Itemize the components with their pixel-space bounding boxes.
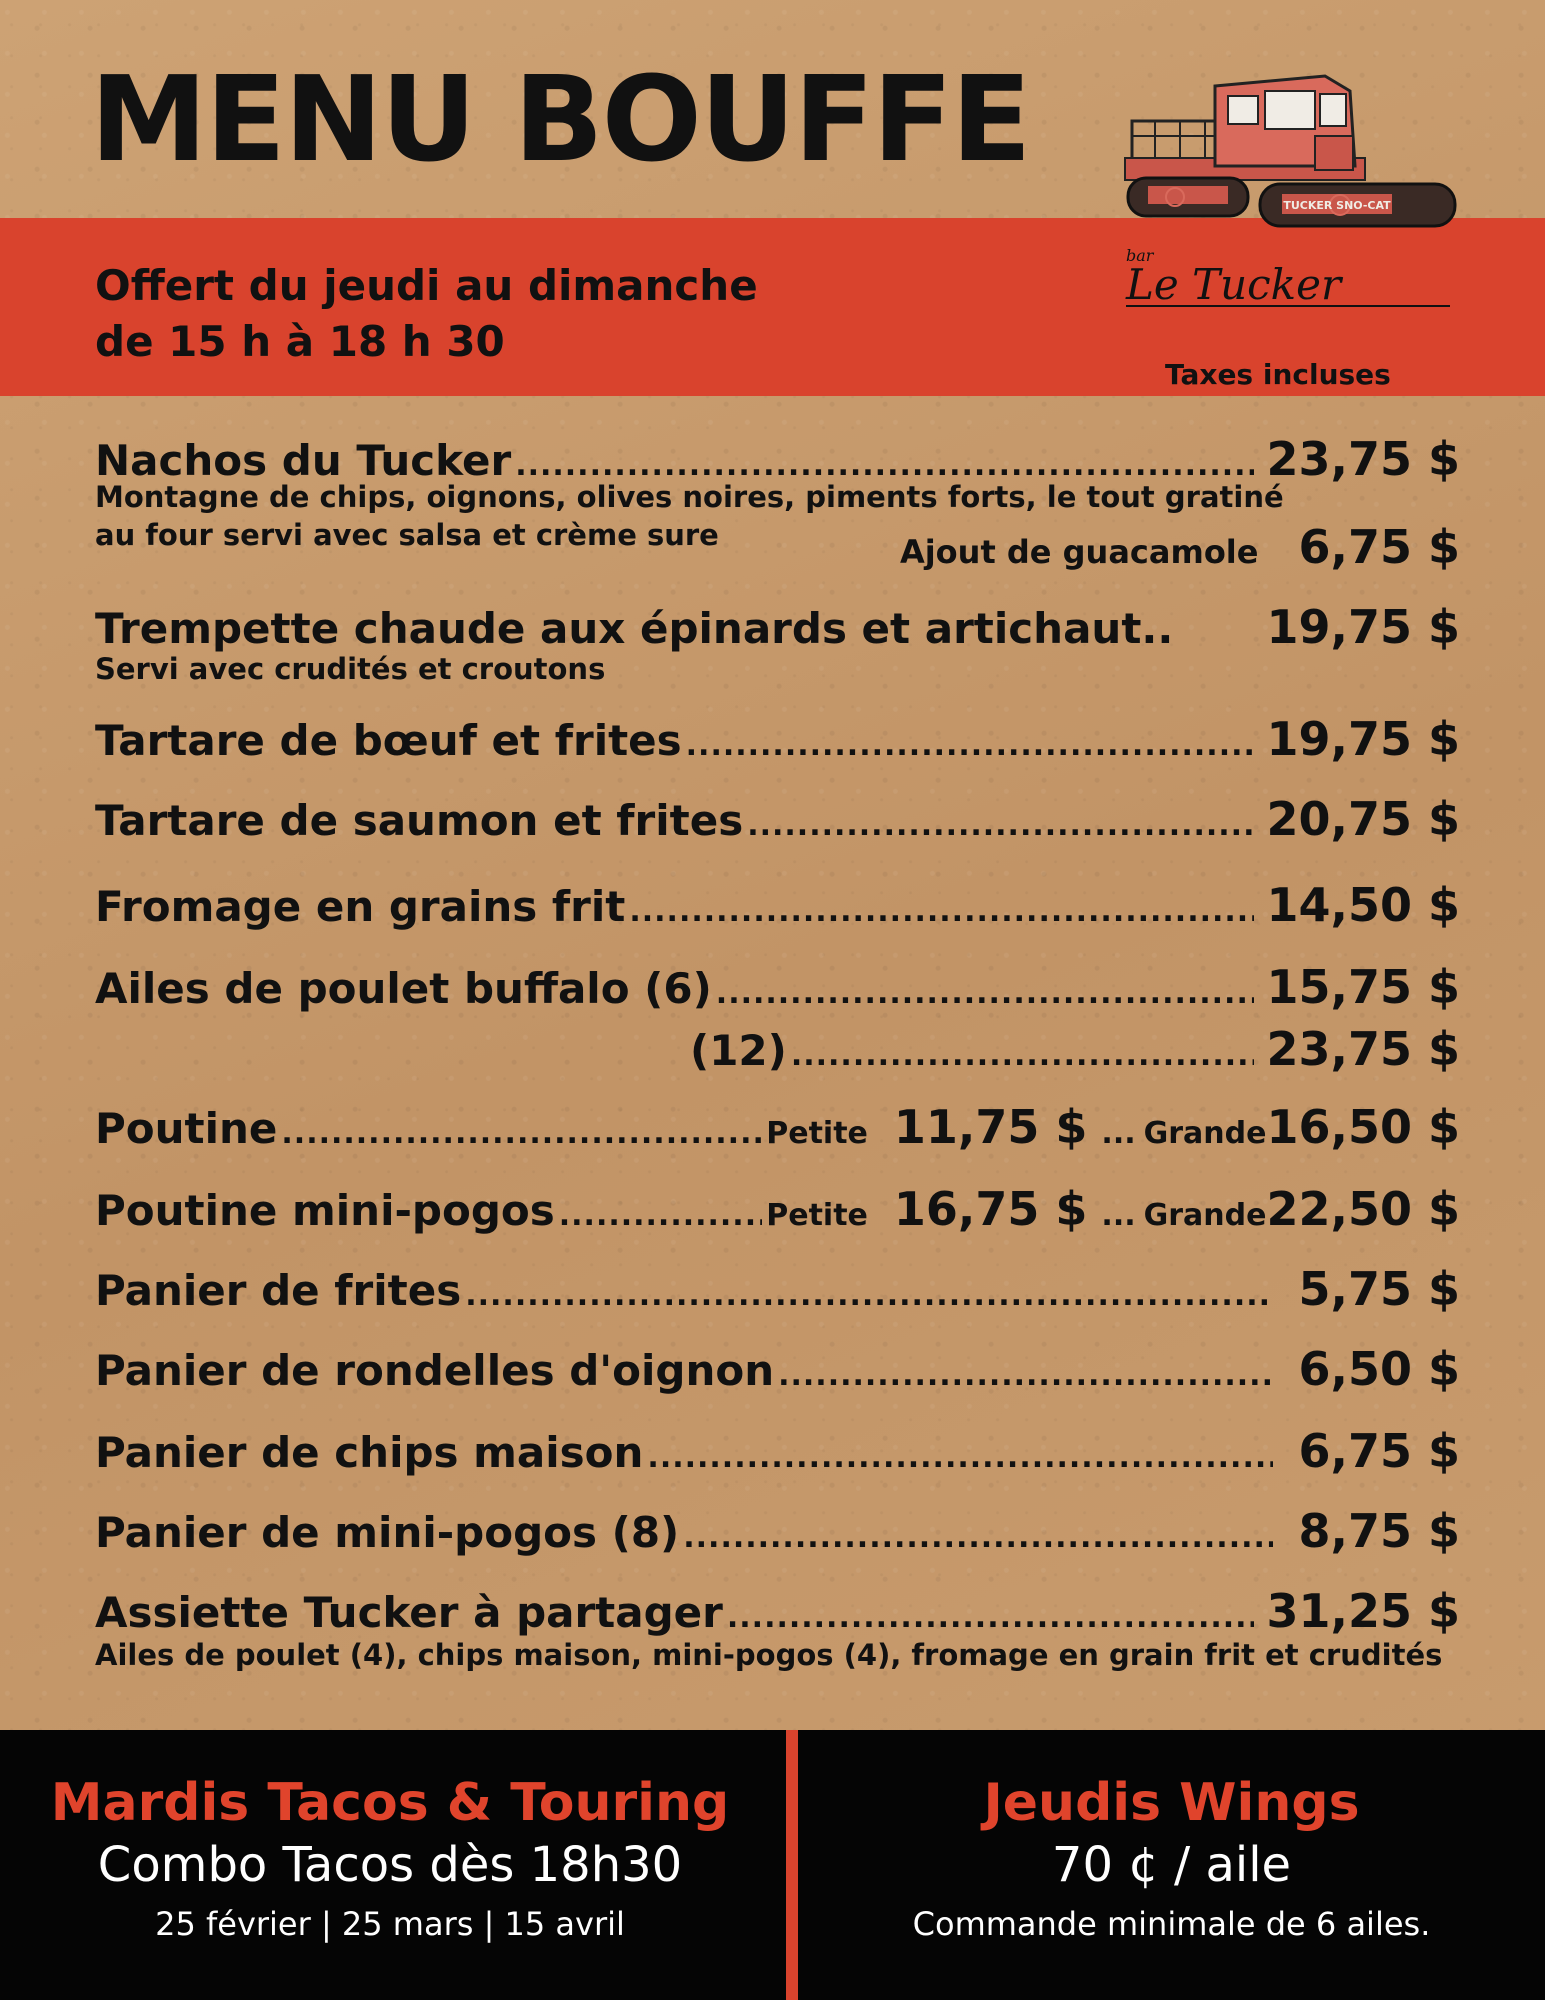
item-price: 31,25 $ bbox=[1266, 1584, 1460, 1638]
item-name: Panier de chips maison bbox=[95, 1428, 644, 1477]
promo-title: Jeudis Wings bbox=[983, 1773, 1360, 1833]
dot-leader bbox=[778, 1358, 1273, 1393]
item-name: Tartare de bœuf et frites bbox=[95, 716, 682, 765]
menu-item-chips bbox=[95, 1424, 1460, 1478]
le-tucker-logo bbox=[1120, 66, 1460, 316]
size-small-label: Petite bbox=[766, 1198, 868, 1233]
logo-bar-text: bar bbox=[1126, 246, 1154, 265]
item-description: Ailes de poulet (4), chips maison, mini-pogos (4), fromage en grain frit et crudités bbox=[95, 1638, 1443, 1672]
size-large-price: 22,50 $ bbox=[1266, 1182, 1460, 1236]
menu-item-tartare-saumon bbox=[95, 792, 1460, 846]
menu-item-ailes-6 bbox=[95, 960, 1460, 1014]
extra-price: 6,75 $ bbox=[1298, 520, 1460, 574]
dot-leader bbox=[647, 1440, 1273, 1475]
promo-subtitle: 70 ¢ / aile bbox=[1051, 1837, 1292, 1893]
promo-footer bbox=[0, 1730, 1545, 2000]
size-large-label: Grande bbox=[1143, 1198, 1267, 1233]
item-name: Assiette Tucker à partager bbox=[95, 1588, 723, 1637]
extra-label: Ajout de guacamole bbox=[899, 533, 1259, 571]
snowcat-icon bbox=[1125, 76, 1455, 226]
item-price: 5,75 $ bbox=[1298, 1262, 1460, 1316]
item-name: (12) bbox=[690, 1026, 787, 1075]
item-price: 15,75 $ bbox=[1266, 960, 1460, 1014]
dot-leader bbox=[686, 728, 1255, 763]
dot-leader bbox=[716, 976, 1255, 1011]
dot-leader bbox=[683, 1520, 1273, 1555]
item-name: Poutine mini-pogos bbox=[95, 1186, 555, 1235]
menu-item-trempette bbox=[95, 600, 1460, 654]
item-price: 19,75 $ bbox=[1266, 712, 1460, 766]
promo-title: Mardis Tacos & Touring bbox=[50, 1773, 730, 1833]
promo-note: Commande minimale de 6 ailes. bbox=[912, 1905, 1431, 1943]
size-large-price: 16,50 $ bbox=[1266, 1100, 1460, 1154]
dot-leader bbox=[281, 1116, 762, 1151]
size-small-price: 11,75 $ bbox=[893, 1100, 1088, 1154]
separator: ... bbox=[1101, 1198, 1136, 1233]
item-price: 14,50 $ bbox=[1266, 878, 1460, 932]
dot-leader bbox=[465, 1278, 1273, 1313]
snowcat-label: TUCKER SNO-CAT bbox=[1283, 199, 1391, 212]
size-small-price: 16,75 $ bbox=[893, 1182, 1088, 1236]
menu-item-frites bbox=[95, 1262, 1460, 1316]
item-name: Tartare de saumon et frites bbox=[95, 796, 744, 845]
offer-days: Offert du jeudi au dimanche bbox=[95, 261, 758, 310]
menu-item-tartare-boeuf bbox=[95, 712, 1460, 766]
size-small-label: Petite bbox=[766, 1116, 868, 1151]
page-title: MENU BOUFFE bbox=[90, 50, 1030, 188]
size-large-label: Grande bbox=[1143, 1116, 1267, 1151]
item-price: 23,75 $ bbox=[1266, 432, 1460, 486]
menu-item-ailes-12 bbox=[690, 1022, 1460, 1076]
dot-leader bbox=[747, 808, 1254, 843]
promo-wings bbox=[798, 1772, 1545, 1952]
dot-leader bbox=[791, 1038, 1255, 1073]
taxes-note: Taxes incluses bbox=[1165, 358, 1391, 391]
offer-text bbox=[95, 258, 758, 370]
dot-leader bbox=[629, 894, 1254, 929]
logo-name-text: Le Tucker bbox=[1126, 260, 1342, 309]
footer-divider bbox=[786, 1730, 798, 2000]
item-name: Fromage en grains frit bbox=[95, 882, 626, 931]
promo-tacos bbox=[0, 1772, 780, 1952]
menu-item-fromage bbox=[95, 878, 1460, 932]
guacamole-extra bbox=[900, 520, 1460, 574]
item-name: Nachos du Tucker bbox=[95, 436, 512, 485]
separator: ... bbox=[1101, 1116, 1136, 1151]
item-price: 23,75 $ bbox=[1266, 1022, 1460, 1076]
item-name: Panier de mini-pogos (8) bbox=[95, 1508, 680, 1557]
dot-leader bbox=[559, 1198, 762, 1233]
item-description: Servi avec crudités et croutons bbox=[95, 652, 606, 686]
item-price: 8,75 $ bbox=[1298, 1504, 1460, 1558]
menu-item-rondelles bbox=[95, 1342, 1460, 1396]
item-name: Panier de rondelles d'oignon bbox=[95, 1346, 775, 1395]
item-price: 6,75 $ bbox=[1298, 1424, 1460, 1478]
promo-subtitle: Combo Tacos dès 18h30 bbox=[97, 1837, 683, 1893]
item-price: 19,75 $ bbox=[1266, 600, 1460, 654]
menu-item-poutine-pogos bbox=[95, 1182, 1460, 1236]
item-name: Panier de frites bbox=[95, 1266, 462, 1315]
menu-item-assiette bbox=[95, 1584, 1460, 1638]
offer-hours: de 15 h à 18 h 30 bbox=[95, 317, 505, 366]
item-name: Ailes de poulet buffalo (6) bbox=[95, 964, 712, 1013]
item-name: Trempette chaude aux épinards et artichaut.. bbox=[95, 604, 1174, 653]
dot-leader bbox=[727, 1600, 1255, 1635]
promo-dates: 25 février | 25 mars | 15 avril bbox=[155, 1905, 625, 1943]
menu-item-mini-pogos bbox=[95, 1504, 1460, 1558]
item-name: Poutine bbox=[95, 1104, 278, 1153]
description-line: au four servi avec salsa et crème sure bbox=[95, 518, 719, 552]
item-price: 6,50 $ bbox=[1298, 1342, 1460, 1396]
item-price: 20,75 $ bbox=[1266, 792, 1460, 846]
description-line: Montagne de chips, oignons, olives noires, piments forts, le tout gratiné bbox=[95, 480, 1284, 514]
menu-item-poutine bbox=[95, 1100, 1460, 1154]
